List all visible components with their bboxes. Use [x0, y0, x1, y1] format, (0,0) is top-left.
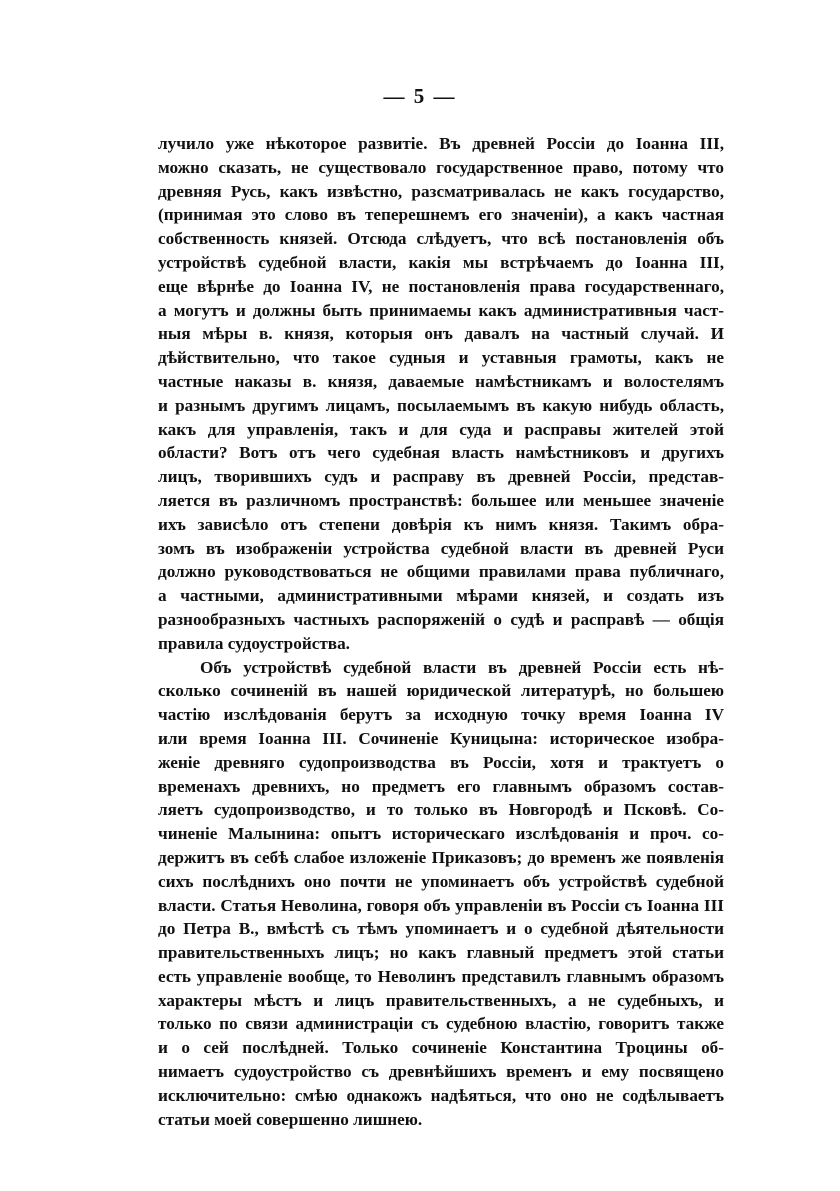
body-text [158, 132, 724, 1131]
text-line: древняя Русь, какъ извѣстно, разсматривалась не какъ государство, [158, 181, 724, 201]
paragraph-2 [158, 656, 724, 1132]
text-line: есть управленіе вообще, то Неволинъ представилъ главнымъ образомъ [158, 966, 724, 986]
text-line: сколько сочиненій въ нашей юридической литературѣ, но большею [158, 681, 724, 701]
text-line: разнообразныхъ частныхъ распоряженій о судѣ и расправѣ — общія [158, 609, 724, 629]
text-line: должно руководствоваться не общими правилами права публичнаго, [158, 562, 724, 582]
text-line: лучило уже нѣкоторое развитіе. Въ древней Россіи до Іоанна III, [158, 134, 724, 153]
text-line: исключительно: смѣю однакожъ надѣяться, что оно не содѣлываетъ [158, 1085, 724, 1105]
text-line: ихъ зависѣло отъ степени довѣрія къ нимъ князя. Такимъ обра- [158, 514, 724, 534]
text-line: частные наказы в. князя, даваемые намѣстникамъ и волостелямъ [158, 371, 724, 391]
text-line: только по связи администраціи съ судебною властію, говоритъ также [158, 1014, 724, 1034]
text-line: и разнымъ другимъ лицамъ, посылаемымъ въ какую нибудь область, [158, 395, 724, 415]
text-line: власти. Статья Неволина, говоря объ управленіи въ Россіи съ Іоанна III [158, 895, 724, 915]
text-line: и о сей послѣдней. Только сочиненіе Константина Троцины об- [158, 1038, 724, 1058]
text-line: (принимая это слово въ теперешнемъ его значеніи), а какъ частная [158, 205, 724, 225]
text-line: правила судоустройства. [158, 633, 350, 653]
text-line: чиненіе Малынина: опытъ историческаго изслѣдованія и проч. со- [158, 824, 724, 844]
text-line: зомъ въ изображеніи устройства судебной власти въ древней Руси [158, 538, 724, 558]
text-line: устройствѣ судебной власти, какія мы встрѣчаемъ до Іоанна III, [158, 252, 724, 272]
text-line: статьи моей совершенно лишнею. [158, 1109, 423, 1129]
text-line: лицъ, творившихъ судъ и расправу въ древней Россіи, представ- [158, 467, 724, 487]
text-line: ныя мѣры в. князя, которыя онъ давалъ на частный случай. И [158, 324, 724, 344]
text-line: до Петра В., вмѣстѣ съ тѣмъ упоминаетъ и о судебной дѣятельности [158, 919, 724, 939]
text-line: а частными, административными мѣрами князей, и создать изъ [158, 586, 724, 606]
text-line: ляется въ различномъ пространствѣ: большее или меньшее значеніе [158, 490, 724, 510]
text-line: временахъ древнихъ, но предметъ его главнымъ образомъ состав- [158, 776, 724, 796]
page-number: — 5 — [383, 84, 457, 108]
text-line: частію изслѣдованія берутъ за исходную точку время Іоанна IV [158, 705, 724, 725]
text-line: области? Вотъ отъ чего судебная власть намѣстниковъ и другихъ [158, 443, 724, 463]
text-line: женіе древняго судопроизводства въ Россіи, хотя и трактуетъ о [158, 752, 724, 772]
text-line: Объ устройствѣ судебной власти въ древней Россіи есть нѣ- [200, 657, 724, 677]
text-line: характеры мѣстъ и лицъ правительственныхъ, а не судебныхъ, и [158, 990, 724, 1010]
text-line: дѣйствительно, что такое судныя и уставныя грамоты, какъ не [158, 348, 724, 368]
paragraph-1 [158, 132, 724, 656]
text-line: держитъ въ себѣ слабое изложеніе Приказовъ; до временъ же появленія [158, 847, 724, 867]
text-line: нимаетъ судоустройство съ древнѣйшихъ временъ и ему посвящено [158, 1062, 724, 1082]
text-line: или время Іоанна III. Сочиненіе Куницына: историческое изобра- [158, 728, 724, 748]
text-line: сихъ послѣднихъ оно почти не упоминаетъ объ устройствѣ судебной [158, 871, 724, 891]
text-line: можно сказать, не существовало государственное право, потому что [158, 157, 724, 177]
text-line: собственность князей. Отсюда слѣдуетъ, что всѣ постановленія объ [158, 229, 724, 249]
text-line: а могутъ и должны быть принимаемы какъ административныя част- [158, 300, 724, 320]
text-line: какъ для управленія, такъ и для суда и расправы жителей этой [158, 419, 724, 439]
text-line: еще вѣрнѣе до Іоанна IV, не постановленія права государственнаго, [158, 276, 724, 296]
text-line: правительственныхъ лицъ; но какъ главный предметъ этой статьи [158, 943, 724, 963]
text-line: ляетъ судопроизводство, и то только въ Новгородѣ и Псковѣ. Со- [158, 800, 724, 820]
